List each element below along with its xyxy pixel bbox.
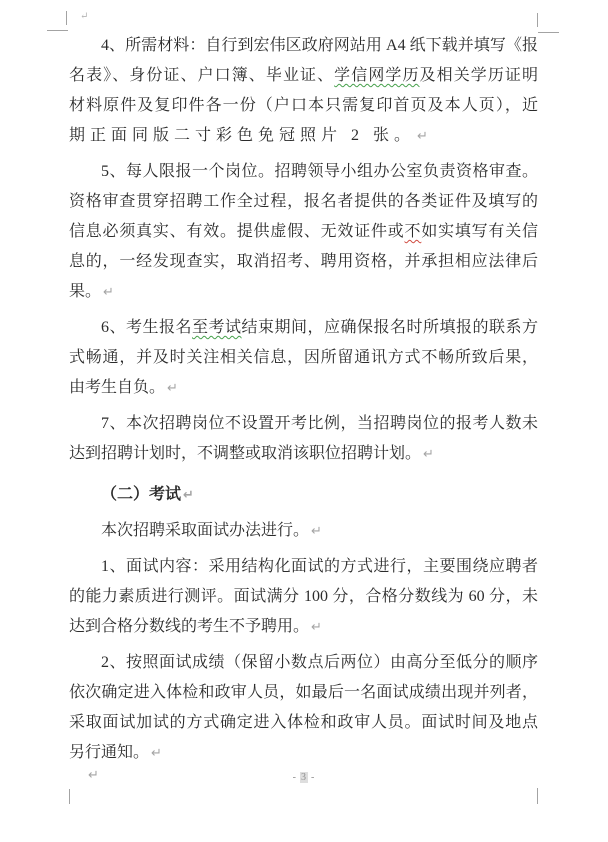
text-line[interactable] [69,738,538,769]
text-run: 本次招聘采取面试办法进行。 [101,522,310,539]
text-line[interactable] [69,31,538,61]
paragraph-7-ratio [69,409,538,470]
text-run: 材料原件及复印件各一份（户口本只需复印首页及本人页），近 [69,97,538,114]
text-run: 7、本次招聘岗位不设置开考比例，当招聘岗位的报考人数未 [101,415,538,432]
text-line[interactable] [69,612,538,643]
text-line[interactable] [69,516,538,547]
text-line[interactable] [69,582,538,612]
page-number-field: 3 [301,772,307,783]
text-line[interactable] [69,277,538,308]
text-run: 采取面试加试的方式确定进入体检和政审人员。面试时间及地点 [69,714,538,731]
spellcheck-squiggle-red: 不 [404,223,422,240]
text-line[interactable] [69,708,538,738]
pilcrow-mark: ↵ [417,129,428,144]
header-pilcrow-mark: ↵ [80,11,89,22]
paragraph-4-materials [69,31,538,152]
text-line[interactable] [69,409,538,439]
paragraph-6-contact [69,313,538,404]
text-run: 5、每人限报一个岗位。招聘领导小组办公室负责资格审查。 [101,163,538,180]
grammar-squiggle-green: 至考试 [192,319,242,336]
text-line[interactable] [69,61,538,91]
text-run: 名表》、身份证、户口簿、毕业证、 [69,67,335,84]
crop-mark-bottom-right-vertical [537,788,538,804]
text-run: 息的，一经发现查实，取消招考、聘用资格，并承担相应法律后 [69,253,538,270]
section-heading-line[interactable] [69,480,538,511]
text-run: 2、按照面试成绩（保留小数点后两位）由高分至低分的顺序 [101,654,538,671]
text-line[interactable] [69,439,538,470]
pilcrow-mark: ↵ [423,447,434,462]
text-run: 果。 [69,283,102,300]
text-line[interactable] [69,187,538,217]
crop-mark-top-left-horizontal [47,30,68,31]
crop-mark-bottom-left-vertical [69,789,70,804]
text-line[interactable] [69,678,538,708]
crop-mark-top-right-vertical [537,13,538,27]
text-run: 达到合格分数线的考生不予聘用。 [69,618,310,635]
text-run: 6、考生报名 [101,319,192,336]
paragraph-5-one-position [69,157,538,308]
grammar-squiggle-green: 学信网学历 [334,67,420,84]
paragraph-interview-ranking [69,648,538,769]
text-run: 1、面试内容：采用结构化面试的方式进行，主要围绕应聘者 [101,558,538,575]
text-line[interactable] [69,373,538,404]
pilcrow-mark: ↵ [311,524,322,539]
text-line[interactable] [69,247,538,277]
text-line[interactable] [69,343,538,373]
text-run: 结束期间，应确保报名时所填报的联系方 [241,319,538,336]
text-run: 的能力素质进行测评。面试满分 100 分，合格分数线为 60 分，未 [69,588,538,605]
text-run: 信息必须真实、有效。提供虚假、无效证件或 [69,223,405,240]
text-line[interactable] [69,313,538,343]
text-line[interactable] [69,552,538,582]
text-line[interactable] [69,217,538,247]
empty-paragraph-mark: ↵ [88,768,99,783]
pilcrow-mark: ↵ [167,381,178,396]
text-run: 资格审查贯穿招聘工作全过程，报名者提供的各类证件及填写的 [69,193,538,210]
pilcrow-mark: ↵ [103,285,114,300]
heading-exam-section [69,480,538,511]
text-run: 另行通知。 [69,744,150,761]
text-line[interactable] [69,91,538,121]
text-run: 由考生自负。 [69,379,166,396]
text-line[interactable] [69,121,538,152]
text-run: 及相关学历证明 [419,67,538,84]
text-run: 式畅通，并及时关注相关信息，因所留通讯方式不畅所致后果， [69,349,538,366]
page-number-dash-left: - [292,772,297,783]
text-run: 期正面同版二寸彩色免冠照片 2 张。 [69,127,416,144]
text-run: 如实填写有关信 [421,223,538,240]
text-run: 达到招聘计划时，不调整或取消该职位招聘计划。 [69,445,422,462]
pilcrow-mark: ↵ [151,746,162,761]
paragraph-exam-intro [69,516,538,547]
text-run: 4、所需材料：自行到宏伟区政府网站用 A4 纸下载并填写《报 [101,37,538,54]
pilcrow-mark: ↵ [183,488,194,503]
heading-text: （二）考试 [101,486,182,503]
crop-mark-top-left-vertical [66,11,67,25]
text-line[interactable] [69,648,538,678]
text-run: 依次确定进入体检和政审人员，如最后一名面试成绩出现并列者， [69,684,538,701]
crop-mark-top-right-horizontal [538,32,559,33]
text-line[interactable] [69,157,538,187]
page-number [0,772,608,783]
document-body [69,31,538,769]
page-number-dash-right: - [311,772,316,783]
paragraph-interview-content [69,552,538,643]
pilcrow-mark: ↵ [311,620,322,635]
